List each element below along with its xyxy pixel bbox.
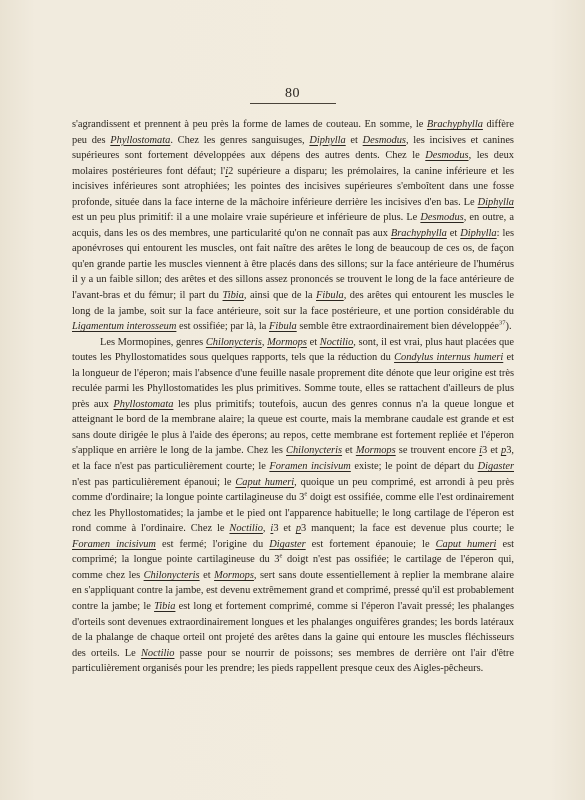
text-run: passe pour se nourrir de poissons; ses membres de derrière ont l'air d'être particulièrement organisés pour les prendre; les pieds rappellent presque ceux des Aigles-pêcheurs. (72, 647, 514, 675)
text-run: , en outre, a acquis, dans les os des membres, une particularité qu'on ne connaît pas aux (72, 212, 514, 239)
text-run: et (345, 134, 363, 146)
text-run: , des arêtes qui entourent les muscles le long de la jambe, soit sur la face antérieure, soit sur la face postérieure, et une portion considérable du (72, 290, 514, 317)
text-run: les plus primitifs; toutefois, aucun des genres connus n'a la queue longue et atteignant le bord de la membrane alaire; la queue est courte, mais la membrane caudale est grande et est sans doute dirigée le plus à l'aide des éperons; au repos, cette membrane est fortement repliée et l'éperon s'applique en arrière le long de la jambe. Chez les (72, 398, 514, 457)
italic-term: Chilonycteris (286, 445, 343, 457)
text-run: . Chez les genres sanguisuges, (170, 134, 310, 146)
paragraph (72, 117, 514, 335)
text-run: diffère peu des (72, 119, 514, 146)
superscript: 37 (498, 319, 506, 327)
text-run: Les Mormopines, genres (100, 336, 206, 348)
text-run: existe; le point de départ du (350, 461, 478, 473)
text-run: 2 supérieure a disparu; les prémolaires, la canine inférieure et les incisives inférieures sont atrophiées; les pointes des incisives supérieures s'emboîtent dans une fosse profonde, située dans la face interne de la mâchoire inférieure derrière les incisives d'en bas. Le (72, 165, 514, 208)
italic-term: p (295, 523, 302, 535)
italic-term: Noctilio (319, 336, 354, 348)
text-run: , sont, il est vrai, plus haut placées que toutes les Phyllostomatides sous quelques rapports, tels que la réduction du (72, 336, 514, 364)
italic-term: Foramen incisivum (269, 461, 351, 473)
text-run: , quoique un peu comprimé, est arrondi à peu près comme d'ordinaire; la longue pointe cartilagineuse du 3 (72, 476, 514, 504)
italic-term: Mormops (214, 569, 254, 581)
italic-term: Brachyphylla (390, 227, 447, 239)
italic-term: Ligamentum interosseum (72, 321, 177, 333)
italic-term: Chilonycteris (143, 569, 200, 581)
italic-term: i (270, 523, 274, 535)
italic-term: Fibula (269, 321, 297, 333)
text-run: et (306, 336, 320, 348)
text-run: , sert sans doute essentiellement à replier la membrane alaire en s'appliquant contre la jambe, est devenu extrêmement grand et comprimé, pressé qu'il est probablement contre la jambe; le (72, 569, 515, 612)
text-run: 3 et (482, 445, 501, 457)
text-run: et (342, 445, 356, 457)
text-run: : les aponévroses qui entourent les muscles, ont fait naître des arêtes le long de beaucoup de ces os, de façon qu'en grande partie les muscles viennent à être placés dans des sillons; sur la face antérieure de l'humérus il y a un faible sillon; des arêtes et des sillons assez prononcés se trouvent le long de la face antérieure de l'avant-bras et du fémur; il part du (72, 227, 514, 302)
superscript: e (279, 552, 283, 560)
italic-term: Phyllostomata (110, 134, 171, 146)
text-run: est un peu plus primitif: il a une molaire vraie supérieure et inférieure de plus. Le (72, 212, 421, 224)
italic-term: Noctilio (229, 523, 263, 535)
text-run: n'est pas particulièrement épanoui; le (72, 476, 236, 488)
italic-term: Brachyphylla (426, 119, 483, 130)
italic-term: Desmodus (362, 134, 406, 146)
text-run: est long et fortement comprimé, comme si l'éperon l'avait pressé; les phalanges d'orteils sont devenues extraordinairement longues et les phalanges onguifères grandes; les bords latéraux de la phalange de chaque orteil ont projeté des arêtes dans la gaine qui entoure les muscles fléchisseurs des orteils. Le (72, 600, 514, 659)
text-run: , ainsi que de la (243, 290, 316, 302)
italic-term: Mormops (267, 336, 307, 348)
text-run: et (199, 569, 215, 581)
text-run: semble être extraordinairement bien développée (296, 321, 499, 333)
text-run: et la longueur de l'éperon; mais l'absence d'une feuille nasale proprement dite dénote que leur origine est très reculée parmi les Phyllostomatides les plus primitives. Somme toute, elles se rattachent d'ailleurs de plus près aux (72, 352, 514, 410)
text-run: , (261, 336, 268, 348)
italic-term: Condylus internus humeri (394, 352, 504, 364)
text-run: , les incisives et canines supérieures sont fortement développées aux dépens des autres dents. Chez le (72, 134, 514, 162)
text-run: est ossifiée; par là, la (176, 321, 270, 333)
header-rule (250, 103, 336, 104)
italic-term: i (225, 165, 229, 177)
text-run: 3 et (273, 523, 296, 535)
italic-term: Diphylla (477, 196, 514, 208)
body-text (72, 117, 514, 677)
text-run: ). (505, 321, 512, 333)
text-run: 3, et la face n'est pas particulièrement courte; le (72, 445, 514, 473)
text-run: se trouvent encore (395, 445, 480, 457)
page-number: 80 (285, 86, 300, 101)
text-run: et (446, 227, 461, 239)
text-run: s'agrandissent et prennent à peu près la forme de lames de couteau. En somme, le (72, 119, 427, 130)
text-run: est fortement épanouie; le (305, 538, 436, 550)
italic-term: Digaster (477, 461, 515, 473)
italic-term: Tibia (154, 600, 176, 612)
italic-term: Tibia (222, 290, 244, 302)
paragraph (72, 335, 514, 677)
italic-term: Phyllostomata (113, 398, 174, 410)
italic-term: Chilonycteris (205, 336, 262, 348)
text-run: est comprimé; la longue pointe cartilagineuse du 3 (72, 538, 514, 566)
superscript: e (304, 490, 308, 498)
text-run: , les deux molaires postérieures font défaut; l' (72, 150, 514, 177)
text-run: doigt n'est pas ossifiée; le cartilage de l'éperon qui, comme chez les (72, 554, 514, 581)
italic-term: Desmodus (425, 150, 469, 162)
italic-term: Mormops (355, 445, 396, 457)
text-run: est fermé; l'origine du (155, 538, 270, 550)
italic-term: p (500, 445, 507, 457)
italic-term: Digaster (269, 538, 306, 550)
italic-term: Noctilio (140, 647, 175, 659)
text-run: doigt est ossifiée, comme elle l'est ordinairement chez les Phyllostomatides; la jambe et le pied ont l'apparence habituelle; le long cartilage de l'éperon est rond comme à l'ordinaire. Chez le (72, 492, 514, 535)
italic-term: Diphylla (460, 227, 497, 239)
italic-term: Foramen incisivum (72, 538, 156, 550)
italic-term: Diphylla (309, 134, 346, 146)
text-run: , (262, 523, 271, 535)
text-run: 3 manquent; la face est devenue plus courte; le (301, 523, 514, 535)
italic-term: i (479, 445, 483, 457)
italic-term: Caput humeri (435, 538, 497, 550)
italic-term: Fibula (315, 290, 344, 302)
italic-term: Caput humeri (235, 476, 295, 488)
italic-term: Desmodus (420, 212, 464, 224)
